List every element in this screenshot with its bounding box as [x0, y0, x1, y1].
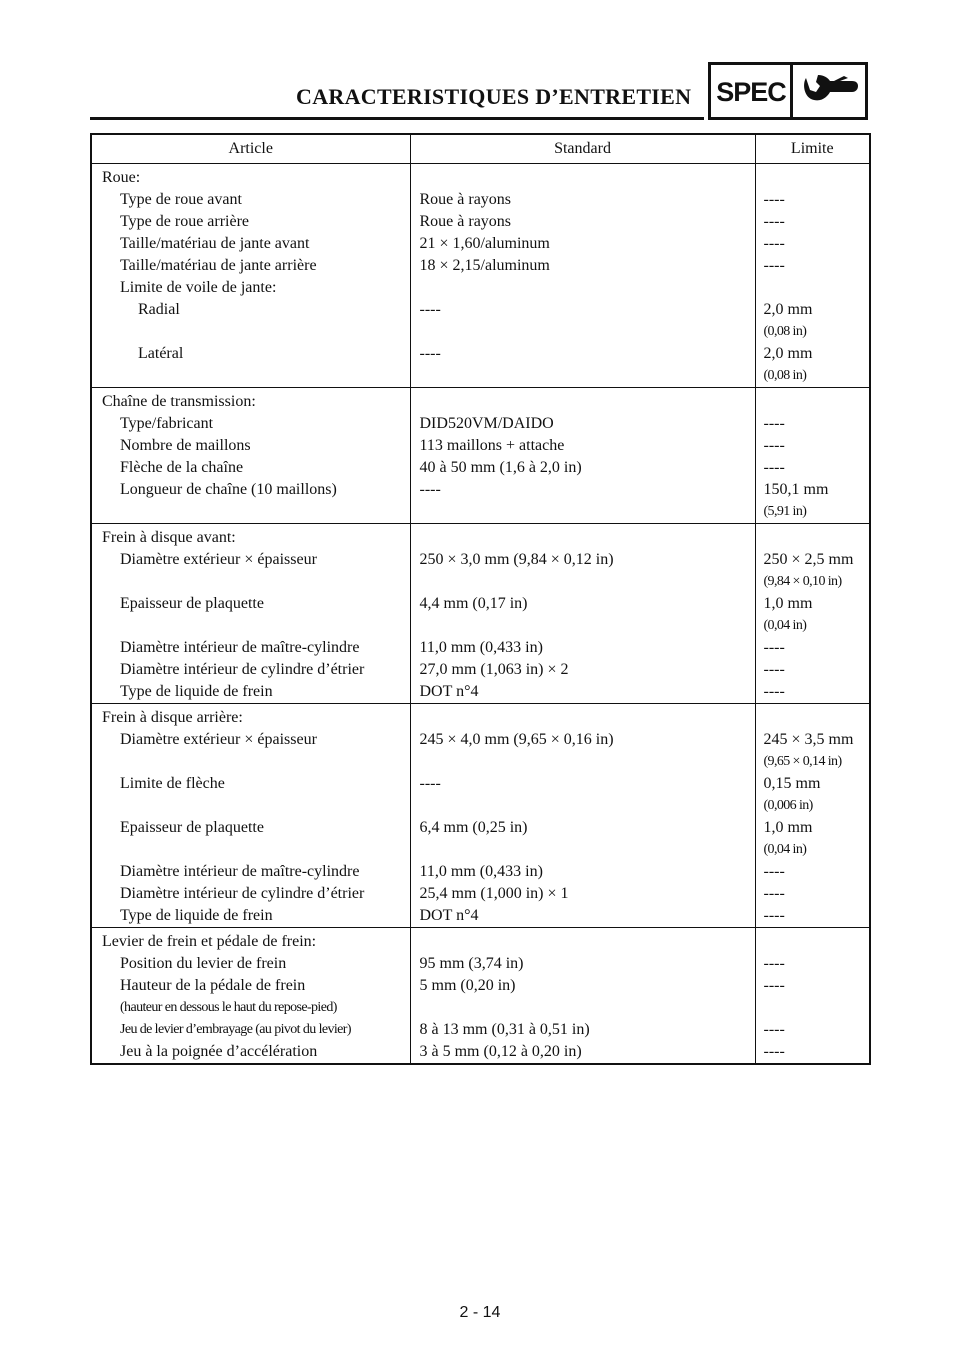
row-limit: [755, 953, 870, 975]
row-article-text: Type de liquide de frein: [120, 683, 273, 700]
row-limit-text: ----: [763, 885, 785, 902]
section-header-row: [91, 388, 870, 414]
row-article-text: Diamètre intérieur de maître-cylindre: [120, 863, 360, 880]
row-limit: [755, 343, 870, 388]
row-standard: [410, 189, 755, 211]
table-row: [91, 905, 870, 928]
table-row: [91, 277, 870, 299]
section-limit-empty: [755, 928, 870, 954]
table-row: [91, 637, 870, 659]
spec-badge-divider: [790, 62, 793, 120]
spec-table: [90, 133, 871, 1065]
row-standard-text: 25,4 mm (1,000 in) × 1: [419, 885, 569, 902]
row-standard-text: DID520VM/DAIDO: [419, 415, 554, 432]
section-title: Roue:: [91, 164, 410, 190]
column-header-article: Article: [91, 134, 410, 164]
row-limit-text: ----: [763, 977, 785, 994]
row-limit-subtext: (5,91 in): [763, 504, 807, 519]
row-limit: [755, 773, 870, 817]
table-row: [91, 233, 870, 255]
section-title: Frein à disque avant:: [91, 524, 410, 550]
page-number: 2 - 14: [459, 1304, 501, 1321]
row-article-text: Taille/matériau de jante arrière: [120, 257, 317, 274]
row-article: [91, 457, 410, 479]
row-limit-text: ----: [763, 683, 785, 700]
section-header-row: [91, 524, 870, 550]
row-limit: [755, 299, 870, 343]
row-standard: [410, 277, 755, 299]
row-limit: [755, 457, 870, 479]
row-limit-text: 2,0 mm: [763, 345, 813, 362]
row-limit-text: ----: [763, 437, 785, 454]
row-standard: [410, 953, 755, 975]
table-row: [91, 975, 870, 1019]
row-limit-text: ----: [763, 257, 785, 274]
row-limit-text: ----: [763, 863, 785, 880]
row-standard: [410, 211, 755, 233]
row-article-text: Limite de voile de jante:: [120, 279, 277, 296]
row-limit-subtext: (0,04 in): [763, 842, 807, 857]
row-limit: [755, 593, 870, 637]
row-article-text: Latéral: [138, 345, 184, 362]
row-article: [91, 435, 410, 457]
row-limit: [755, 1041, 870, 1064]
row-article-text: Type/fabricant: [120, 415, 214, 432]
row-standard-text: 5 mm (0,20 in): [419, 977, 516, 994]
row-standard-text: 8 à 13 mm (0,31 à 0,51 in): [419, 1021, 590, 1038]
row-standard: [410, 233, 755, 255]
row-article-text: Type de liquide de frein: [120, 907, 273, 924]
row-standard: [410, 343, 755, 388]
column-header-standard: Standard: [410, 134, 755, 164]
row-article-text: Limite de flèche: [120, 775, 225, 792]
row-article: [91, 1019, 410, 1041]
row-article-text: Diamètre intérieur de cylindre d’étrier: [120, 661, 365, 678]
spec-badge-label: SPEC: [716, 77, 786, 107]
row-standard: [410, 817, 755, 861]
row-limit-text: ----: [763, 415, 785, 432]
row-article: [91, 817, 410, 861]
row-limit-text: 1,0 mm: [763, 595, 813, 612]
row-article: [91, 277, 410, 299]
row-article: [91, 233, 410, 255]
row-limit: [755, 861, 870, 883]
row-limit: [755, 681, 870, 704]
row-article-text: Flèche de la chaîne: [120, 459, 244, 476]
row-article-text: Nombre de maillons: [120, 437, 251, 454]
table-row: [91, 457, 870, 479]
row-standard-text: DOT n°4: [419, 683, 479, 700]
row-standard: [410, 1019, 755, 1041]
table-row: [91, 953, 870, 975]
section-standard-empty: [410, 524, 755, 550]
table-row: [91, 435, 870, 457]
row-standard: [410, 457, 755, 479]
row-standard: [410, 1041, 755, 1064]
row-standard-text: DOT n°4: [419, 907, 479, 924]
row-standard-text: Roue à rayons: [419, 213, 512, 230]
row-limit: [755, 211, 870, 233]
row-limit: [755, 435, 870, 457]
row-standard: [410, 299, 755, 343]
table-row: [91, 593, 870, 637]
row-standard: [410, 549, 755, 593]
row-limit-text: ----: [763, 191, 785, 208]
row-article: [91, 189, 410, 211]
row-limit: [755, 729, 870, 773]
table-row: [91, 729, 870, 773]
row-limit: [755, 817, 870, 861]
row-article: [91, 659, 410, 681]
table-row: [91, 479, 870, 524]
row-article: [91, 549, 410, 593]
table-row: [91, 681, 870, 704]
row-article-text: Diamètre intérieur de maître-cylindre: [120, 639, 360, 656]
row-standard: [410, 975, 755, 1019]
section-limit-empty: [755, 704, 870, 730]
row-article: [91, 953, 410, 975]
row-article: [91, 343, 410, 388]
row-standard-text: ----: [419, 345, 441, 362]
row-limit-subtext: (0,006 in): [763, 798, 813, 813]
row-limit: [755, 883, 870, 905]
row-limit-subtext: (0,04 in): [763, 618, 807, 633]
header-rule: [90, 117, 704, 120]
row-article-text: Type de roue avant: [120, 191, 242, 208]
table-row: [91, 883, 870, 905]
row-standard: [410, 593, 755, 637]
section-title: Levier de frein et pédale de frein:: [91, 928, 410, 954]
table-row: [91, 817, 870, 861]
row-standard-text: 6,4 mm (0,25 in): [419, 819, 528, 836]
row-article-text: Longueur de chaîne (10 maillons): [120, 481, 337, 498]
row-limit-subtext: (0,08 in): [763, 324, 807, 339]
row-limit-text: ----: [763, 213, 785, 230]
section-header-row: [91, 164, 870, 190]
spec-table-body: [91, 164, 870, 1065]
row-limit-text: ----: [763, 1043, 785, 1060]
row-standard: [410, 413, 755, 435]
row-article-text: Jeu à la poignée d’accélération: [120, 1043, 318, 1060]
row-standard-text: ----: [419, 481, 441, 498]
row-limit: [755, 1019, 870, 1041]
row-standard-text: 11,0 mm (0,433 in): [419, 639, 543, 656]
row-standard: [410, 681, 755, 704]
row-limit: [755, 637, 870, 659]
row-article-text: Type de roue arrière: [120, 213, 250, 230]
row-article-text: Radial: [138, 301, 180, 318]
table-row: [91, 773, 870, 817]
table-row: [91, 549, 870, 593]
row-limit: [755, 233, 870, 255]
row-article: [91, 637, 410, 659]
row-standard: [410, 435, 755, 457]
table-row: [91, 299, 870, 343]
row-limit: [755, 549, 870, 593]
section-title: Frein à disque arrière:: [91, 704, 410, 730]
row-article-text: Hauteur de la pédale de frein: [120, 977, 306, 994]
row-limit-text: ----: [763, 235, 785, 252]
row-article-text: Epaisseur de plaquette: [120, 819, 264, 836]
row-standard-text: 113 maillons + attache: [419, 437, 565, 454]
table-row: [91, 659, 870, 681]
row-standard-text: Roue à rayons: [419, 191, 512, 208]
section-header-row: [91, 704, 870, 730]
row-standard: [410, 905, 755, 928]
row-article: [91, 211, 410, 233]
row-limit: [755, 975, 870, 1019]
row-limit-text: ----: [763, 1021, 785, 1038]
section-header-row: [91, 928, 870, 954]
table-row: [91, 343, 870, 388]
row-article: [91, 773, 410, 817]
table-row: [91, 1019, 870, 1041]
row-article-text: Jeu de levier d’embrayage (au pivot du levier): [120, 1022, 351, 1037]
page-title: CARACTERISTIQUES D’ENTRETIEN: [296, 84, 692, 109]
row-article: [91, 729, 410, 773]
row-article-text: Position du levier de frein: [120, 955, 287, 972]
row-limit-text: 245 × 3,5 mm: [763, 731, 854, 748]
row-standard: [410, 883, 755, 905]
row-limit-text: ----: [763, 661, 785, 678]
row-standard: [410, 729, 755, 773]
row-article: [91, 299, 410, 343]
table-row: [91, 861, 870, 883]
row-limit-text: ----: [763, 459, 785, 476]
row-article: [91, 1041, 410, 1064]
row-limit-text: 150,1 mm: [763, 481, 829, 498]
row-limit-subtext: (9,84 × 0,10 in): [763, 574, 842, 589]
row-limit: [755, 413, 870, 435]
row-limit-text: 250 × 2,5 mm: [763, 551, 854, 568]
row-limit-subtext: (9,65 × 0,14 in): [763, 754, 842, 769]
row-standard: [410, 637, 755, 659]
section-standard-empty: [410, 164, 755, 190]
table-row: [91, 255, 870, 277]
row-article: [91, 255, 410, 277]
section-limit-empty: [755, 524, 870, 550]
row-limit-text: ----: [763, 955, 785, 972]
wrench-icon: [800, 72, 860, 108]
row-limit-text: ----: [763, 639, 785, 656]
row-article: [91, 593, 410, 637]
row-limit: [755, 479, 870, 524]
row-standard: [410, 255, 755, 277]
row-article: [91, 413, 410, 435]
row-article: [91, 905, 410, 928]
row-article: [91, 681, 410, 704]
section-limit-empty: [755, 164, 870, 190]
row-article-text: Diamètre extérieur × épaisseur: [120, 551, 317, 568]
row-article-text: Epaisseur de plaquette: [120, 595, 264, 612]
row-limit: [755, 255, 870, 277]
row-article: [91, 883, 410, 905]
table-row: [91, 413, 870, 435]
row-article-text: Diamètre intérieur de cylindre d’étrier: [120, 885, 365, 902]
table-row: [91, 211, 870, 233]
row-article: [91, 975, 410, 1019]
row-limit-text: ----: [763, 907, 785, 924]
row-standard: [410, 479, 755, 524]
row-standard-text: 250 × 3,0 mm (9,84 × 0,12 in): [419, 551, 614, 568]
section-title: Chaîne de transmission:: [91, 388, 410, 414]
column-header-limit: Limite: [755, 134, 870, 164]
row-standard-text: 40 à 50 mm (1,6 à 2,0 in): [419, 459, 582, 476]
row-limit: [755, 189, 870, 211]
section-standard-empty: [410, 388, 755, 414]
row-standard-text: 95 mm (3,74 in): [419, 955, 524, 972]
row-article: [91, 479, 410, 524]
section-standard-empty: [410, 928, 755, 954]
table-header-row: [91, 134, 870, 164]
table-row: [91, 1041, 870, 1064]
section-limit-empty: [755, 388, 870, 414]
row-standard-text: ----: [419, 775, 441, 792]
section-standard-empty: [410, 704, 755, 730]
row-limit-subtext: (0,08 in): [763, 368, 807, 383]
row-standard-text: 4,4 mm (0,17 in): [419, 595, 528, 612]
row-article-text: Taille/matériau de jante avant: [120, 235, 310, 252]
row-limit-text: 2,0 mm: [763, 301, 813, 318]
row-limit: [755, 905, 870, 928]
row-standard-text: 11,0 mm (0,433 in): [419, 863, 543, 880]
row-article: [91, 861, 410, 883]
row-limit: [755, 659, 870, 681]
row-article-text: Diamètre extérieur × épaisseur: [120, 731, 317, 748]
row-standard: [410, 861, 755, 883]
row-standard: [410, 773, 755, 817]
row-standard-text: 18 × 2,15/aluminum: [419, 257, 550, 274]
row-standard-text: 245 × 4,0 mm (9,65 × 0,16 in): [419, 731, 614, 748]
row-limit-text: 1,0 mm: [763, 819, 813, 836]
row-standard: [410, 659, 755, 681]
row-standard-text: ----: [419, 301, 441, 318]
row-standard-text: 21 × 1,60/aluminum: [419, 235, 550, 252]
table-row: [91, 189, 870, 211]
row-limit: [755, 277, 870, 299]
row-standard-text: 3 à 5 mm (0,12 à 0,20 in): [419, 1043, 582, 1060]
row-article-subtext: (hauteur en dessous le haut du repose-pied): [120, 1000, 337, 1015]
row-standard-text: 27,0 mm (1,063 in) × 2: [419, 661, 569, 678]
row-limit-text: 0,15 mm: [763, 775, 821, 792]
